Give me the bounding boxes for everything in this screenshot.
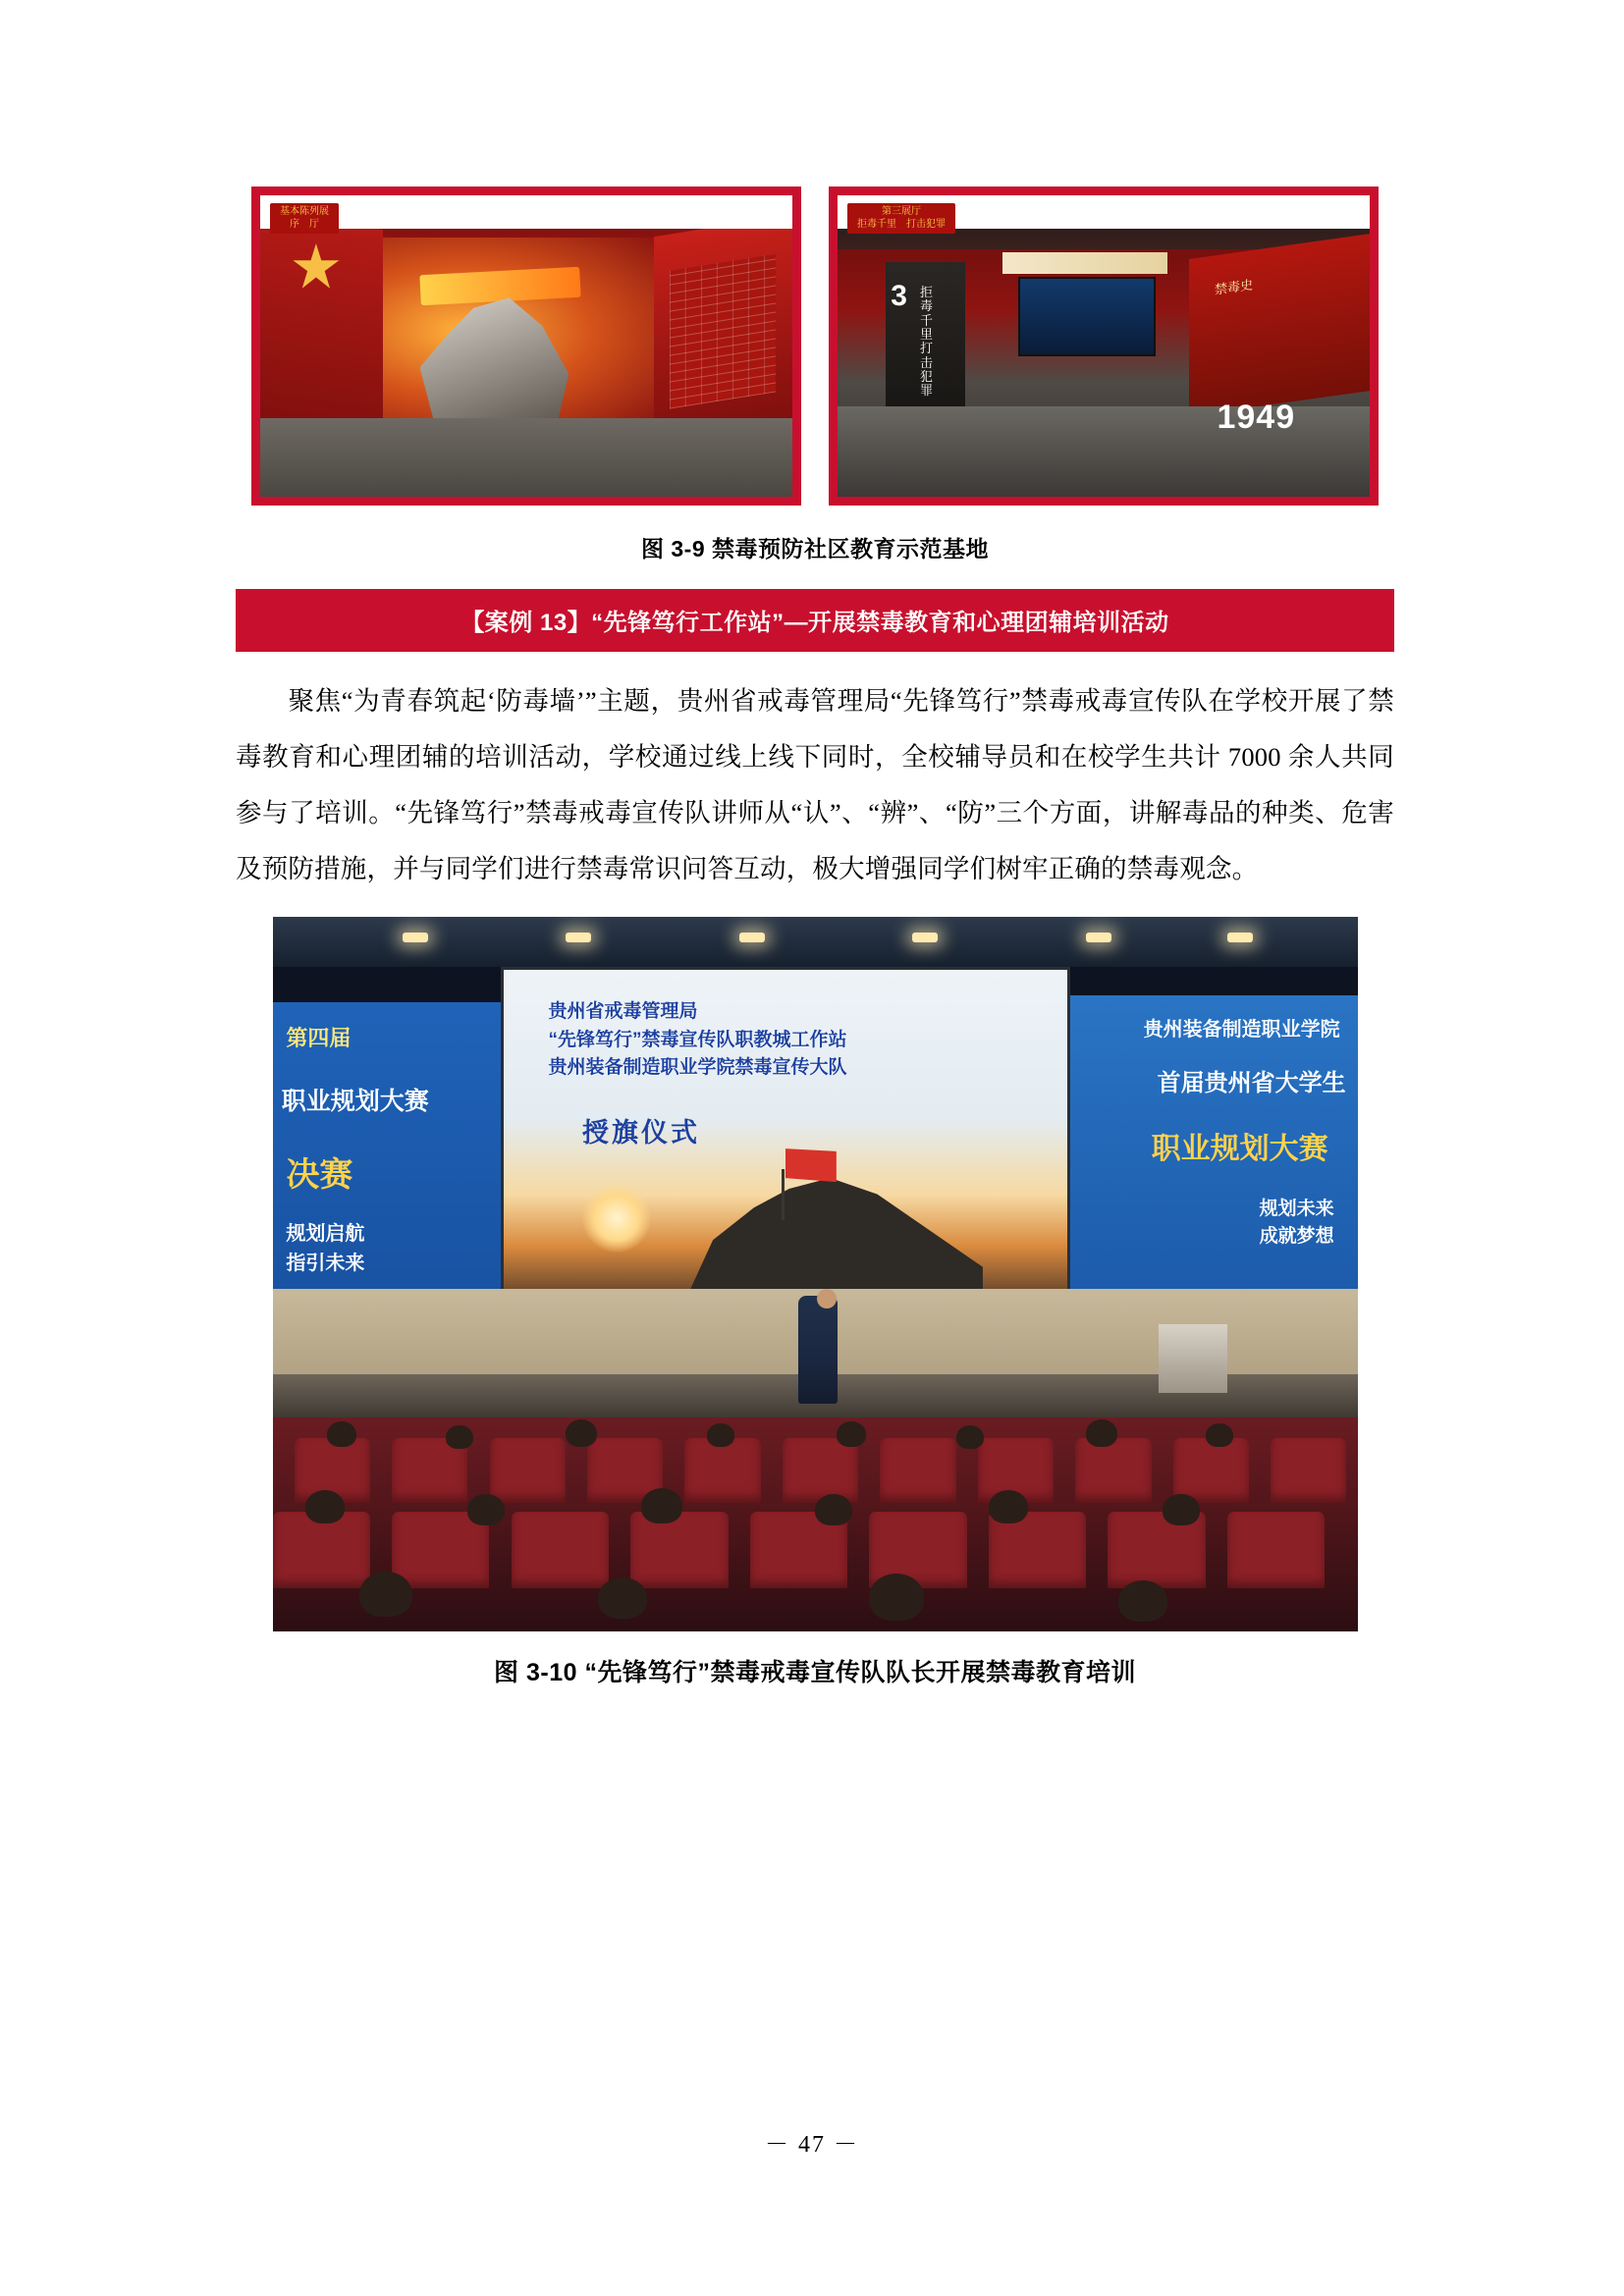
right-banner-line-2: 首届贵州省大学生 [1157,1070,1346,1097]
audience-head [305,1490,345,1523]
photo-top-strip [260,195,792,229]
left-event-banner [273,1002,501,1331]
ceiling-light-icon [403,933,428,942]
hall-display-panels [670,253,776,408]
seat [512,1512,609,1589]
speaker-body [798,1296,838,1404]
left-banner-line-1: 第四届 [286,1026,352,1051]
left-banner-line-4: 规划启航 指引未来 [286,1223,365,1275]
seat [880,1438,955,1503]
ceiling-light-icon [739,933,765,942]
screen-title-line-3: 贵州装备制造职业学院禁毒宣传大队 [548,1057,847,1079]
audience-head [989,1490,1028,1523]
figure-3-10-wrapper [236,917,1394,1631]
right-banner-line-4: 规划未来 成就梦想 [1259,1198,1334,1248]
audience-head [327,1421,356,1447]
audience-head [707,1423,734,1447]
screen-title-line-1: 贵州省戒毒管理局 [548,1001,698,1023]
auditorium-ceiling [273,917,1358,967]
seat [1075,1438,1151,1503]
flag-pole [782,1169,785,1220]
audience-head [598,1577,647,1619]
exhibition-hall-left-scene [260,195,792,497]
projection-screen [501,967,1071,1295]
audience-head [815,1494,852,1525]
exhibit-number-tag: 3 [891,279,907,312]
paragraph-text: 聚焦“为青春筑起‘防毒墙’”主题，贵州省戒毒管理局“先锋笃行”禁毒戒毒宣传队在学校开展了禁毒教育和心理团辅的培训活动，学校通过线上线下同时，全校辅导员和在校学生共计 7000 余人共同参与了培训。“先锋笃行”禁毒戒毒宣传队讲师从“认”、“辨”、“防”三个方面，讲解毒品的种类、危害及预防措施，并与同学们进行禁毒常识问答互动，极大增强同学们树牢正确的禁毒观念。 [236,686,1394,883]
audience-head [1163,1494,1200,1525]
audience-head [869,1574,924,1621]
exhibit-ribbon-label-left: 基本陈列展 序 厅 [270,203,339,234]
audience-head [446,1425,473,1449]
hall-floor [260,418,792,497]
exhibit-ribbon-label-right: 第三展厅 拒毒千里 打击犯罪 [847,203,955,234]
figure-3-10-caption: 图 3-10 “先锋笃行”禁毒戒毒宣传队队长开展禁毒教育培训 [494,1659,1136,1686]
right-banner-line-1: 贵州装备制造职业学院 [1143,1019,1340,1041]
seat [783,1438,858,1503]
seat [1227,1512,1325,1589]
exhibit-vertical-text: 拒 毒 千 里 打 击 犯 罪 [920,285,934,399]
audience-head [359,1572,412,1617]
case-13-banner: 【案例 13】“先锋笃行工作站”—开展禁毒教育和心理团辅培训活动 [236,589,1394,652]
audience-seating [273,1417,1358,1631]
screen-title-lines [549,998,847,1083]
exhibition-hall-photo-right [829,187,1379,506]
seat [490,1438,566,1503]
ceiling-light-icon [912,933,938,942]
sunrise-graphic [582,1184,651,1253]
figure-3-9-caption: 图 3-9 禁毒预防社区教育示范基地 [640,536,990,561]
seat [684,1438,760,1503]
page-content [236,187,1394,1688]
audience-head [1086,1419,1117,1447]
rock-sculpture [420,297,569,424]
audience-head [641,1488,682,1523]
audience-head [956,1425,984,1449]
hall2-right-wall-text: 禁毒史 [1214,277,1253,297]
screen-title-line-2: “先锋笃行”禁毒宣传队职教城工作站 [548,1029,847,1050]
audience-head [566,1419,597,1447]
training-lecture-photo [273,917,1358,1631]
left-banner-line-3: 决赛 [286,1155,353,1194]
ceiling-light-icon [1227,933,1253,942]
seat [630,1512,728,1589]
audience-head [1118,1580,1167,1622]
audience-head [837,1421,866,1447]
left-banner-line-2: 职业规划大赛 [281,1087,429,1115]
right-banner-line-3: 职业规划大赛 [1151,1133,1328,1166]
hall2-video-screen [1018,277,1156,356]
podium [1159,1324,1227,1393]
hall-headline-banner [419,267,580,305]
seat [1271,1438,1346,1503]
exhibition-hall-photo-left [251,187,801,506]
figure-3-9-image-pair [236,187,1394,506]
page-number: － 47 － [765,2132,859,2158]
exhibition-hall-right-scene [838,195,1370,497]
national-flag-icon [785,1148,837,1182]
speaker-head [817,1289,837,1308]
ceiling-light-icon [1086,933,1111,942]
seat [1173,1438,1249,1503]
hall2-year-label: 1949 [1217,398,1296,436]
ceiling-light-icon [566,933,591,942]
audience-head [1206,1423,1233,1447]
screen-ceremony-text: 授旗仪式 [581,1118,700,1148]
hall2-right-wall [1189,234,1370,416]
hall2-header-band [1002,252,1167,273]
case-13-paragraph [236,673,1394,897]
audience-head [467,1494,505,1525]
